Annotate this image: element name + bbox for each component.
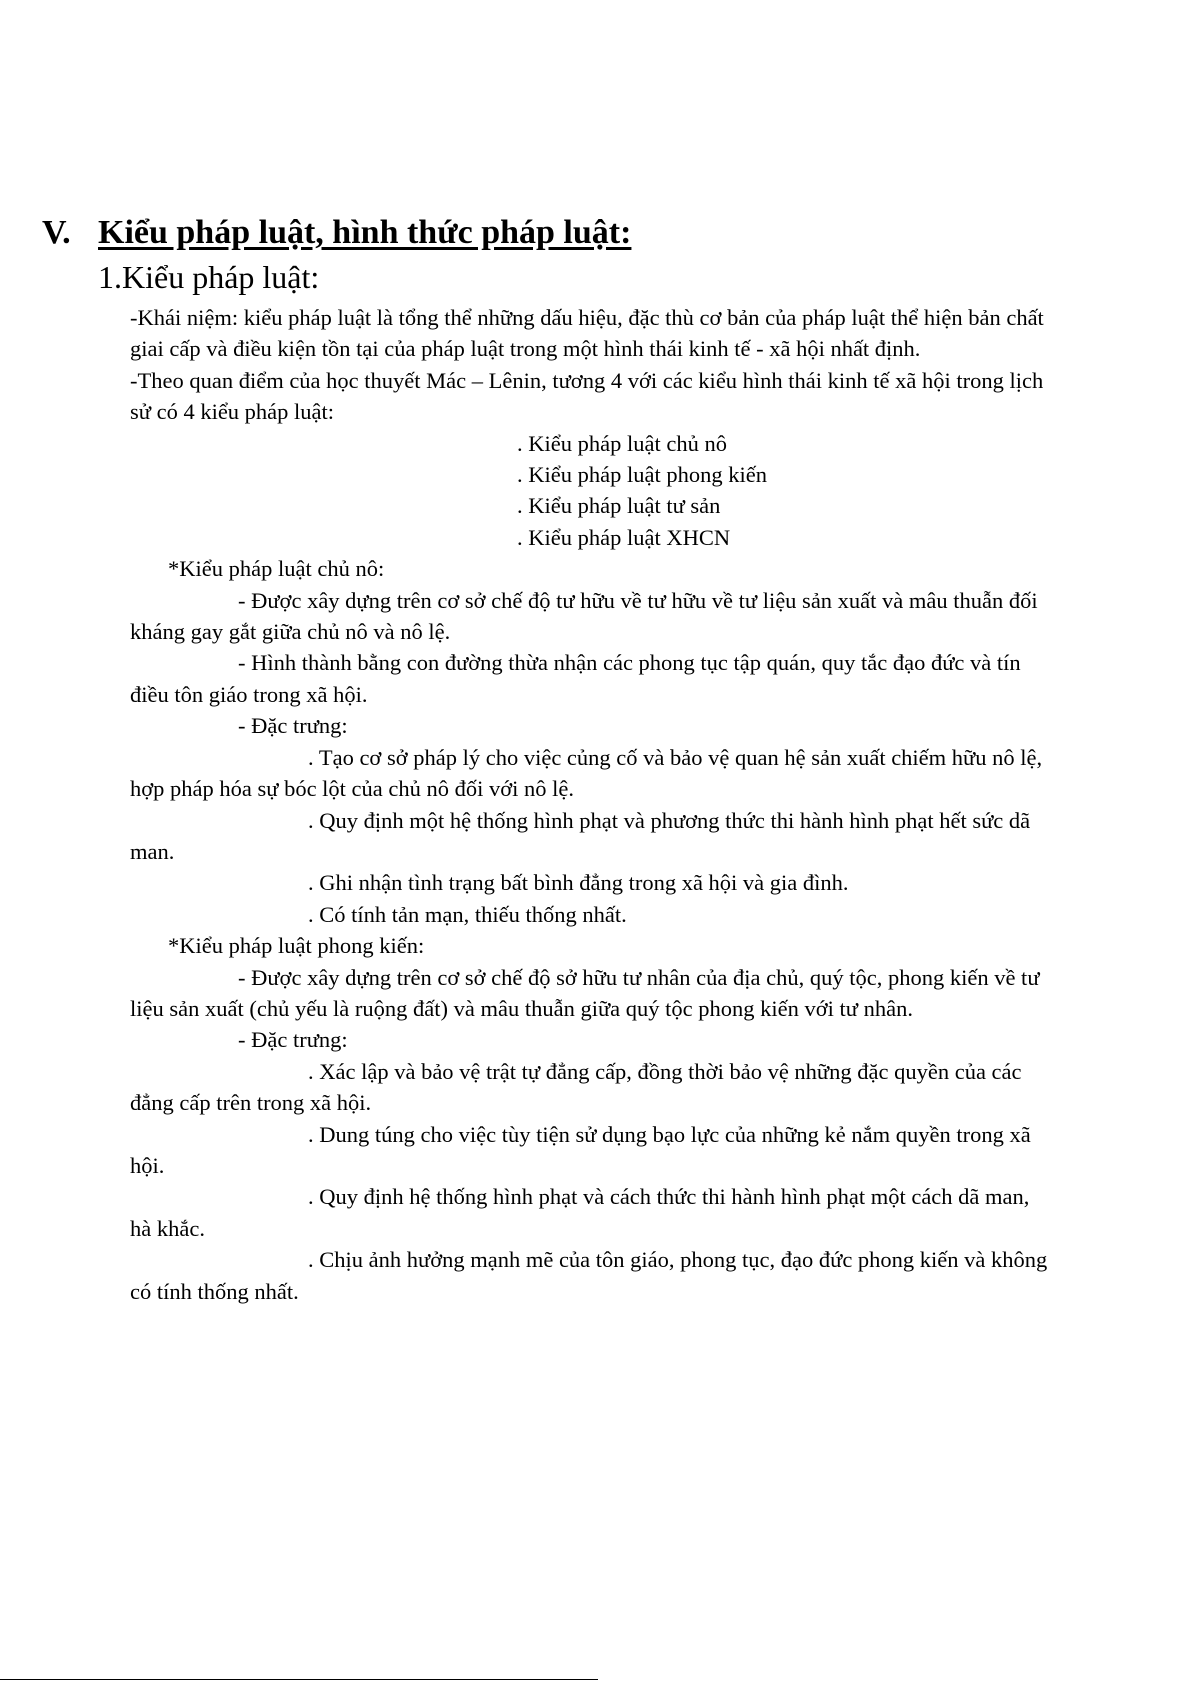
theory-paragraph: -Theo quan điểm của học thuyết Mác – Lênin, tương 4 với các kiểu hình thái kinh tế xã hội trong lịch sử có 4 kiểu pháp luật:: [130, 367, 1044, 425]
slave-law-feature: . Tạo cơ sở pháp lý cho việc củng cố và bảo vệ quan hệ sản xuất chiếm hữu nô lệ, hợp pháp hóa sự bóc lột của chủ nô đối với nô lệ.: [130, 744, 1043, 802]
subsection-title: 1.Kiểu pháp luật:: [98, 259, 320, 295]
slave-law-formation: - Hình thành bằng con đường thừa nhận các phong tục tập quán, quy tắc đạo đức và tín điều tôn giáo trong xã hội.: [130, 650, 1021, 707]
section-title: Kiểu pháp luật, hình thức pháp luật:: [98, 214, 632, 251]
footer-divider: [0, 1679, 598, 1680]
slave-law-features-label: - Đặc trưng:: [238, 713, 348, 739]
law-type-item: . Kiểu pháp luật phong kiến: [517, 462, 767, 488]
law-type-item: . Kiểu pháp luật XHCN: [517, 524, 731, 550]
slave-law-feature: . Có tính tản mạn, thiếu thống nhất.: [308, 901, 627, 927]
feudal-law-basis: - Được xây dựng trên cơ sở chế độ sở hữu tư nhân của địa chủ, quý tộc, phong kiến về tư liệu sản xuất (chủ yếu là ruộng đất) và mâu thuẫn giữa quý tộc phong kiến với tư nhân.: [130, 964, 1040, 1021]
law-type-item: . Kiểu pháp luật tư sản: [517, 493, 721, 519]
slave-law-basis: - Được xây dựng trên cơ sở chế độ tư hữu về tư hữu về tư liệu sản xuất và mâu thuẫn đối kháng gay gắt giữa chủ nô và nô lệ.: [130, 587, 1038, 645]
feudal-law-feature: . Xác lập và bảo vệ trật tự đẳng cấp, đồng thời bảo vệ những đặc quyền của các đẳng cấp trên trong xã hội.: [130, 1058, 1022, 1116]
slave-law-title: *Kiểu pháp luật chủ nô:: [168, 556, 385, 582]
section-heading: [42, 214, 631, 252]
feudal-law-feature: . Quy định hệ thống hình phạt và cách thức thi hành hình phạt một cách dã man, hà khắc.: [130, 1184, 1030, 1241]
slave-law-feature: . Quy định một hệ thống hình phạt và phương thức thi hành hình phạt hết sức dã man.: [130, 807, 1031, 864]
feudal-law-feature: . Chịu ảnh hưởng mạnh mẽ của tôn giáo, phong tục, đạo đức phong kiến và không có tính thống nhất.: [130, 1247, 1048, 1304]
feudal-law-features-label: - Đặc trưng:: [238, 1027, 348, 1053]
concept-paragraph: -Khái niệm: kiểu pháp luật là tổng thể những dấu hiệu, đặc thù cơ bản của pháp luật thể hiện bản chất giai cấp và điều kiện tồn tại của pháp luật trong một hình thái kinh tế - xã hội nhất định.: [130, 305, 1044, 362]
feudal-law-feature: . Dung túng cho việc tùy tiện sử dụng bạo lực của những kẻ nắm quyền trong xã hội.: [130, 1121, 1031, 1178]
slave-law-feature: . Ghi nhận tình trạng bất bình đẳng trong xã hội và gia đình.: [308, 870, 849, 896]
document-body: [130, 302, 1050, 1307]
feudal-law-title: *Kiểu pháp luật phong kiến:: [168, 933, 425, 959]
law-type-item: . Kiểu pháp luật chủ nô: [517, 430, 727, 456]
section-number: V.: [42, 214, 71, 251]
